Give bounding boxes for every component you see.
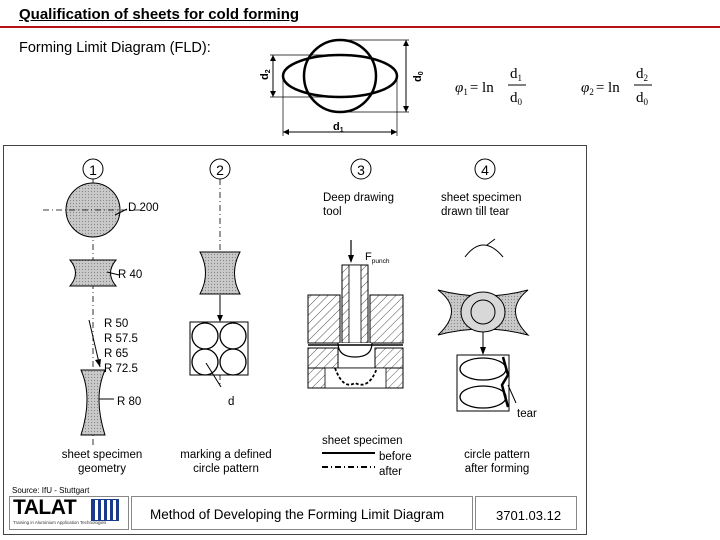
formula-phi2 [581, 66, 652, 107]
step-number-1 [83, 159, 103, 179]
step-number-3 [351, 159, 371, 179]
svg-text:d0: $d_0$ [510, 90, 522, 107]
step4-label-line2: drawn till tear [441, 206, 510, 218]
initial-circle [304, 40, 376, 112]
subtitle: Forming Limit Diagram (FLD): [19, 40, 211, 56]
caption-step2-line1: marking a defined [180, 449, 272, 461]
svg-text:4: 4 [481, 162, 489, 178]
d0-label: d0 [412, 71, 425, 82]
step-number-2 [210, 159, 230, 179]
svg-text:φ1= ln: $\varphi_1 = \ln$ [455, 80, 494, 97]
force-label: $F_{punch}$ [365, 251, 390, 265]
talat-logo-tagline: Training in Aluminium Application Technologies [13, 520, 107, 525]
label-r40: R 40 [118, 269, 143, 281]
caption-step2-line2: circle pattern [193, 463, 259, 475]
label-d: d [228, 396, 235, 408]
process-illustration [3, 145, 587, 535]
slide-title: Qualification of sheets for cold forming [19, 6, 300, 23]
svg-text:1: 1 [89, 162, 97, 178]
svg-text:3: 3 [357, 162, 365, 178]
legend-title: sheet specimen [322, 435, 403, 447]
step4-label-line1: sheet specimen [441, 192, 522, 204]
tear-label: tear [517, 408, 537, 420]
label-r50: R 50 [104, 318, 129, 330]
footer-number: 3701.03.12 [496, 508, 562, 523]
label-r575: R 57.5 [104, 333, 138, 345]
d1-label: d1 [333, 121, 344, 134]
svg-text:d1: $d_1$ [510, 66, 522, 83]
step3-label-line1: Deep drawing [323, 192, 394, 204]
legend-before: before [379, 451, 412, 463]
step2-marking [190, 179, 248, 387]
d2-label: d2 [259, 69, 272, 80]
step-number-4 [475, 159, 495, 179]
legend-after: after [379, 466, 403, 478]
step4-specimen [438, 239, 528, 411]
source-note: Source: IfU - Stuttgart [12, 486, 90, 495]
svg-text:d0: $d_0$ [636, 90, 648, 107]
talat-logo-grid-icon [91, 499, 119, 521]
deformed-ellipse [283, 55, 397, 97]
label-d200: D 200 [128, 202, 159, 214]
svg-text:d2: $d_2$ [636, 66, 648, 83]
caption-step4-line1: circle pattern [464, 449, 530, 461]
label-r80: R 80 [117, 396, 142, 408]
step3-label-line2: tool [323, 206, 342, 218]
caption-step1-line2: geometry [78, 463, 126, 475]
caption-step1-line1: sheet specimen [61, 449, 143, 461]
label-r725: R 72.5 [104, 363, 138, 375]
title-rule [0, 26, 720, 28]
formula-phi1 [455, 66, 526, 107]
talat-logo: TALAT [13, 496, 77, 519]
fld-schematic [248, 30, 718, 145]
caption-step4-line2: after forming [464, 463, 530, 475]
svg-text:φ2= ln: $\varphi_2 = \ln$ [581, 80, 620, 97]
label-r65: R 65 [104, 348, 129, 360]
footer-title: Method of Developing the Forming Limit Diagram [150, 507, 445, 522]
svg-text:2: 2 [216, 162, 224, 178]
